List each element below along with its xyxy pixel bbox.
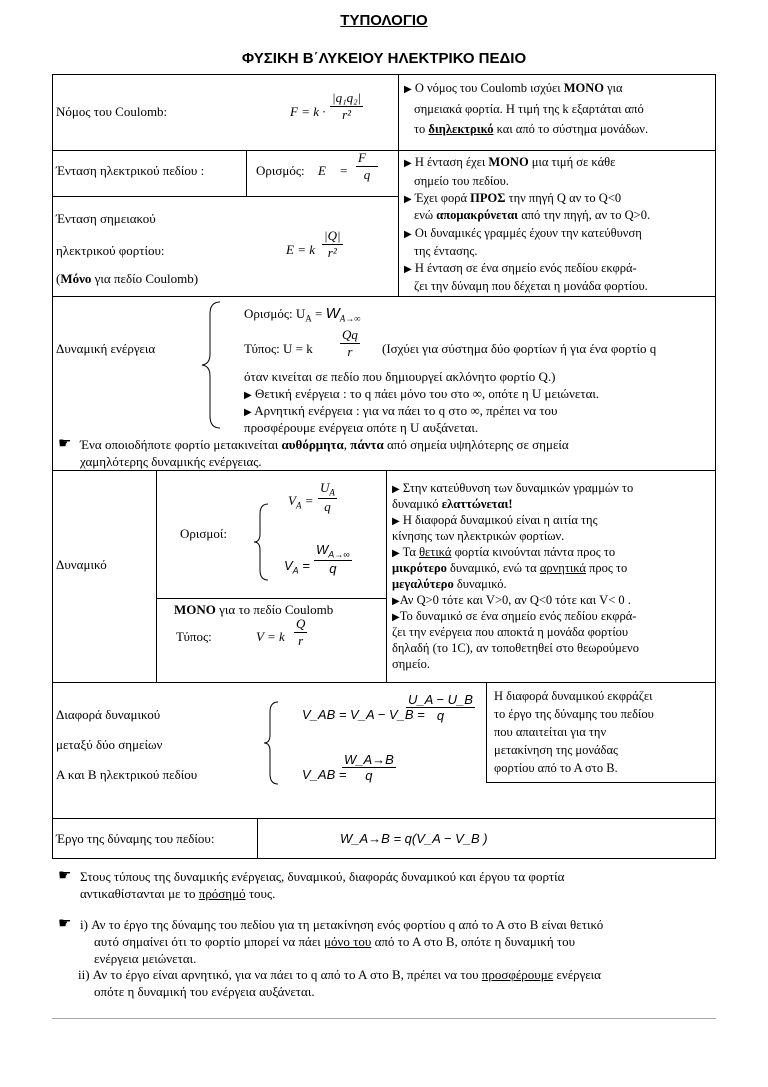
difference-note-4: μετακίνηση της μονάδας — [494, 743, 618, 757]
bullet-arrow-icon: ▶ — [392, 612, 400, 623]
page-subtitle: ΦΥΣΙΚΗ Β΄ΛΥΚΕΙΟΥ ΗΛΕΚΤΡΙΚΟ ΠΕΔΙΟ — [241, 50, 527, 67]
energy-positive: ▶ Θετική ενέργεια : το q πάει μόνο του στο ∞, οπότε η U μειώνεται. — [244, 386, 600, 401]
potential-brace — [252, 502, 272, 582]
potential-label: Δυναμικό — [56, 557, 107, 572]
energy-label: Δυναμική ενέργεια — [56, 341, 156, 356]
energy-negative-2: προσφέρουμε ενέργεια οπότε η U αυξάνεται. — [244, 420, 479, 435]
bullet-arrow-icon: ▶ — [244, 390, 252, 401]
field-label: Ένταση ηλεκτρικού πεδίου : — [56, 163, 205, 178]
footer-bullet-2b: αυτό σημαίνει ότι το φορτίο μπορεί να πάει μόνο του από το Α στο Β, οπότε η δυναμική του — [94, 934, 576, 949]
potential-def-1-fraction: $\frac{U_A}{q}$ — [320, 480, 335, 514]
potential-definitions-label: Ορισμοί: — [180, 526, 227, 541]
potential-note-1: ▶ Στην κατεύθυνση των δυναμικών γραμμών το — [392, 481, 634, 495]
field-note-2: σημείο του πεδίου. — [414, 174, 509, 188]
bullet-arrow-icon: ▶ — [404, 158, 412, 169]
point-field-label-3: (Μόνο για πεδίο Coulomb) — [56, 271, 199, 286]
potential-def-2-fraction: $\frac{W_{A\to\infty}}{q}$ — [316, 542, 350, 576]
coulomb-label: Νόμος του Coulomb: — [56, 104, 168, 119]
footer-bullet-1a: Στους τύπους της δυναμικής ενέργειας, δυναμικού, διαφοράς δυναμικού και έργου τα φορτία — [80, 869, 565, 884]
energy-type-note: (Ισχύει για σύστημα δύο φορτίων ή για ένα φορτίο q — [382, 341, 657, 356]
field-formula-fraction: $\frac{F⃗}{q}$ — [358, 150, 377, 182]
coulomb-note-2: σημειακά φορτία. Η τιμή της k εξαρτάται από — [414, 102, 644, 116]
potential-type-label: Τύπος: — [176, 629, 212, 644]
field-note-5: ▶ Οι δυναμικές γραμμές έχουν την κατεύθυνση — [404, 226, 642, 240]
work-label: Έργο της δύναμης του πεδίου: — [56, 831, 215, 846]
difference-formula-2: V_AB = — [302, 767, 347, 782]
bullet-arrow-icon: ▶ — [404, 194, 412, 205]
energy-negative: ▶ Αρνητική ενέργεια : για να πάει το q στο ∞, πρέπει να του — [244, 403, 558, 418]
potential-def-1: $V_A$ = — [288, 493, 314, 511]
coulomb-formula-lhs: F = k · — [290, 104, 326, 119]
difference-note-3: που απαιτείται για την — [494, 725, 607, 739]
work-formula: W_A→B = q(V_A − V_B ) — [340, 831, 488, 846]
point-field-label-2: ηλεκτρικού φορτίου: — [56, 243, 165, 258]
page-title: ΤΥΠΟΛΟΓΙΟ — [340, 12, 428, 29]
difference-label-3: Α και Β ηλεκτρικού πεδίου — [56, 767, 198, 782]
field-note-8: ζει την δύναμη που δέχεται η μονάδα φορτίου. — [414, 279, 648, 293]
coulomb-num: |q₁q₂| — [332, 90, 362, 105]
bullet-arrow-icon: ▶ — [392, 516, 400, 527]
bullet-arrow-icon: ▶ — [392, 484, 400, 495]
energy-fraction: $\frac{Qq}{r}$ — [342, 327, 358, 359]
difference-formula-1: V_AB = V_A − V_B = — [302, 707, 425, 722]
difference-formula-1-fraction: $\frac{U\_A - U\_B}{q}$ — [408, 692, 473, 723]
difference-label-1: Διαφορά δυναμικού — [56, 707, 161, 722]
point-field-fraction: $\frac{|Q|}{\text{r²}}$ — [324, 228, 341, 260]
potential-note-12: σημείο. — [392, 657, 430, 671]
energy-line-2: όταν κινείται σε πεδίο που δημιουργεί ακλόνητο φορτίο Q.) — [244, 369, 556, 384]
bullet-arrow-icon: ▶ — [392, 596, 400, 607]
point-field-lhs: E = k — [286, 242, 315, 257]
potential-type-fraction: $\frac{Q}{r}$ — [296, 616, 306, 648]
field-def-label: Ορισμός: — [256, 163, 305, 178]
pointing-hand-icon: ☛ — [58, 436, 72, 452]
footer-bullet-1b: αντικαθίστανται με το πρόσημό τους. — [80, 886, 276, 901]
potential-note-2: δυναμικό ελαττώνεται! — [392, 497, 513, 511]
potential-note-4: κίνησης των ηλεκτρικών φορτίων. — [392, 529, 565, 543]
bullet-arrow-icon: ▶ — [244, 407, 252, 418]
energy-definition: Ορισμός: $U_A = W_{A\to\infty}$ — [244, 305, 361, 324]
potential-type-lhs: V = k — [256, 629, 285, 644]
footer-bullet-3a: ii) Αν το έργο είναι αρνητικό, για να πάει το q από το Α στο Β, πρέπει να του προσφέρουμε ενέργεια — [78, 967, 601, 982]
potential-note-11: δηλαδή (το 1C), αν τοποθετηθεί στο θεωρούμενο — [392, 641, 639, 655]
difference-note-1: Η διαφορά δυναμικού εκφράζει — [494, 689, 653, 703]
difference-formula-2-fraction: $\frac{W\_A\to B}{q}$ — [344, 752, 394, 783]
difference-note-5: φορτίου από το Α στο Β. — [494, 761, 618, 775]
energy-brace — [200, 300, 224, 430]
potential-note-5: ▶ Τα θετικά φορτία κινούνται πάντα προς το — [392, 545, 616, 559]
potential-note-3: ▶ Η διαφορά δυναμικού είναι η αιτία της — [392, 513, 598, 527]
difference-brace — [262, 700, 282, 786]
potential-note-6: μικρότερο δυναμικό, ενώ τα αρνητικά προς το — [392, 561, 628, 575]
coulomb-note-3: το διηλεκτρικό και από το σύστημα μονάδων. — [414, 122, 649, 136]
potential-note-8: ▶Αν Q>0 τότε και V>0, αν Q<0 τότε και V< 0 . — [392, 593, 631, 607]
energy-type: Τύπος: U = k — [244, 341, 313, 356]
potential-note-7: μεγαλύτερο δυναμικό. — [392, 577, 507, 591]
pointing-hand-icon: ☛ — [58, 868, 72, 884]
field-note-3: ▶ Έχει φορά ΠΡΟΣ την πηγή Q αν το Q<0 — [404, 191, 622, 205]
bullet-arrow-icon: ▶ — [404, 84, 412, 95]
energy-bullet-2: χαμηλότερης δυναμικής ενέργειας. — [80, 454, 262, 469]
potential-note-10: ζει την ενέργεια που αποκτά η μονάδα φορτίου — [392, 625, 629, 639]
field-note-6: της έντασης. — [414, 244, 478, 258]
pointing-hand-icon: ☛ — [58, 916, 72, 932]
potential-def-2: $V_A$ = — [284, 558, 310, 576]
field-note-1: ▶ Η ένταση έχει ΜΟΝΟ μια τιμή σε κάθε — [404, 155, 616, 169]
bullet-arrow-icon: ▶ — [404, 229, 412, 240]
energy-bullet-1: Ένα οποιοδήποτε φορτίο μετακινείται αυθόρμητα, πάντα από σημεία υψηλότερης σε σημεία — [80, 437, 569, 452]
bullet-arrow-icon: ▶ — [392, 548, 400, 559]
footer-bullet-3b: οπότε η δυναμική του ενέργεια αυξάνεται. — [94, 984, 315, 999]
footer-bullet-2c: ενέργεια μειώνεται. — [94, 951, 197, 966]
difference-note-2: το έργο της δύναμης του πεδίου — [494, 707, 654, 721]
field-note-7: ▶ Η ένταση σε ένα σημείο ενός πεδίου εκφρά- — [404, 261, 637, 275]
potential-coulomb-only: ΜΟΝΟ για το πεδίο Coulomb — [174, 602, 334, 617]
field-note-4: ενώ απομακρύνεται από την πηγή, αν το Q>0. — [414, 208, 651, 222]
difference-label-2: μεταξύ δύο σημείων — [56, 737, 163, 752]
coulomb-formula-fraction — [330, 90, 363, 123]
bullet-arrow-icon: ▶ — [404, 264, 412, 275]
coulomb-den: r² — [342, 107, 352, 122]
footer-bullet-2a: i) Αν το έργο της δύναμης του πεδίου για τη μετακίνηση ενός φορτίου q από το Α στο Β είναι θετικό — [80, 917, 604, 932]
field-formula-lhs: E⃗ = — [318, 163, 349, 178]
potential-note-9: ▶Το δυναμικό σε ένα σημείο ενός πεδίου εκφρά- — [392, 609, 637, 623]
coulomb-note-1: ▶ Ο νόμος του Coulomb ισχύει ΜΟΝΟ για — [404, 81, 623, 95]
point-field-label-1: Ένταση σημειακού — [56, 211, 156, 226]
